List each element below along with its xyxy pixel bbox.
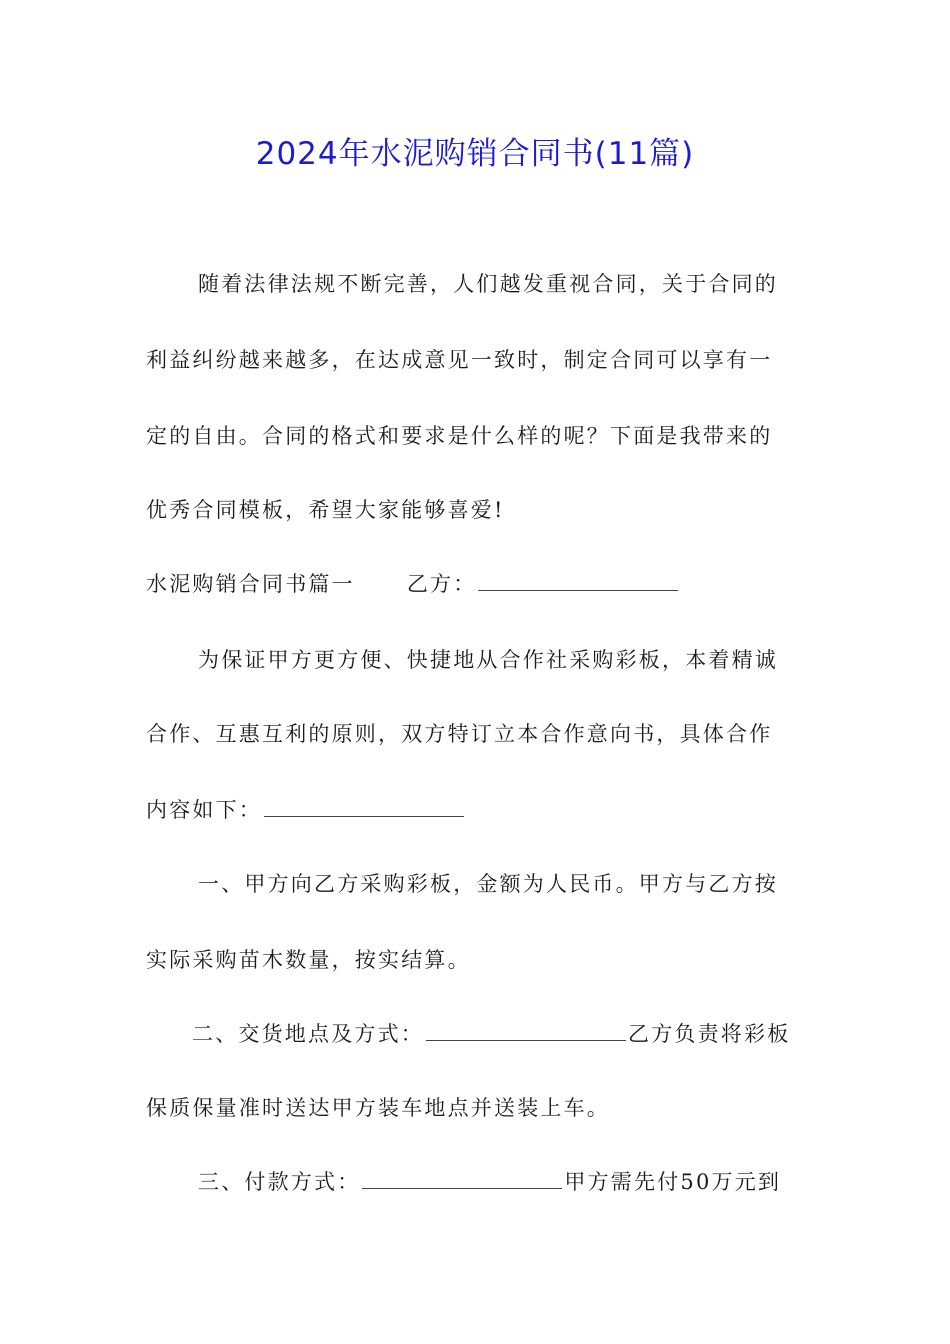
para1-line-3 xyxy=(146,796,806,824)
item2-line-1 xyxy=(146,1020,806,1048)
item3-line-1 xyxy=(146,1168,806,1196)
item1-line-2: 实际采购苗木数量，按实结算。 xyxy=(146,948,471,972)
document-title: 2024年水泥购销合同书(11篇) xyxy=(255,136,695,172)
payment-label: 三、付款方式： xyxy=(198,1170,361,1194)
delivery-label: 二、交货地点及方式： xyxy=(192,1022,424,1046)
section-title: 水泥购销合同书篇一 xyxy=(146,572,355,596)
intro-line-4: 优秀合同模板，希望大家能够喜爱! xyxy=(146,498,505,522)
content-label: 内容如下： xyxy=(146,798,262,822)
party-b-label: 乙方： xyxy=(406,572,477,596)
payment-blank xyxy=(362,1170,562,1189)
intro-line-2: 利益纠纷越来越多，在达成意见一致时，制定合同可以享有一 xyxy=(146,348,773,372)
content-blank xyxy=(264,798,464,817)
para1-line-2: 合作、互惠互利的原则，双方特订立本合作意向书，具体合作 xyxy=(146,722,773,746)
intro-line-1: 随着法律法规不断完善，人们越发重视合同，关于合同的 xyxy=(198,272,778,296)
item2-line-2: 保质保量准时送达甲方装车地点并送装上车。 xyxy=(146,1096,610,1120)
payment-text: 甲方需先付50万元到 xyxy=(564,1170,782,1194)
delivery-blank xyxy=(426,1022,626,1041)
section-heading xyxy=(146,570,806,598)
para1-line-1: 为保证甲方更方便、快捷地从合作社采购彩板，本着精诚 xyxy=(198,648,778,672)
intro-line-3: 定的自由。合同的格式和要求是什么样的呢？下面是我带来的 xyxy=(146,424,773,448)
party-b-blank xyxy=(478,572,678,591)
item1-line-1: 一、甲方向乙方采购彩板，金额为人民币。甲方与乙方按 xyxy=(198,872,778,896)
delivery-text: 乙方负责将彩板 xyxy=(628,1022,791,1046)
